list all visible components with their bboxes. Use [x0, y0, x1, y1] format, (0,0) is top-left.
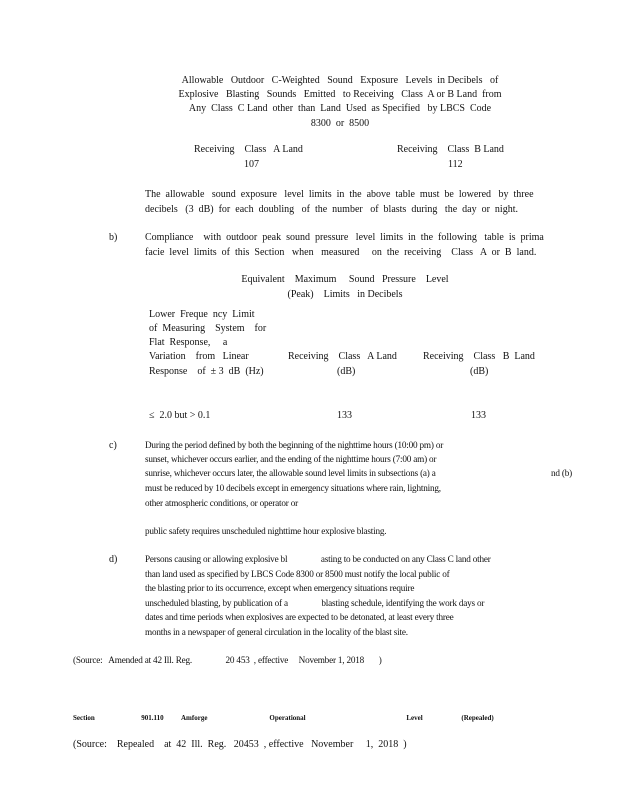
table1-title-line-2: Explosive Blasting Sounds Emitted to Receiving Class A or B Land from: [178, 89, 502, 100]
table2-col0-header-line-5: Response of ± 3 dB (Hz): [149, 366, 264, 377]
table2-col0-header-line-2: of Measuring System for: [149, 323, 267, 334]
subsection-c-line-4: must be reduced by 10 decibels except in emergency situations where rain, lightning,: [145, 483, 441, 493]
table1-col-a-value: 107: [244, 159, 259, 170]
section-title: Amforge Operational Level (Repealed): [181, 714, 494, 722]
table2-row-label: ≤ 2.0 but > 0.1: [149, 410, 211, 421]
table1-title-line-3: Any Class C Land other than Land Used as Specified by LBCS Code: [188, 103, 492, 114]
subsection-c-line-3: sunrise, whichever occurs later, the allowable sound level limits in subsections (a) a: [145, 468, 436, 478]
table1-note-line-1: The allowable sound exposure level limits in the above table must be lowered by three: [145, 189, 534, 200]
subsection-d-label: d): [109, 554, 118, 565]
source-note-amended: (Source: Amended at 42 Ill. Reg. 20 453 , effective November 1, 2018 ): [73, 655, 382, 665]
subsection-b-line-1: Compliance with outdoor peak sound pressure level limits in the following table is prima: [145, 232, 544, 243]
subsection-c-line-5: other atmospheric conditions, or operator or: [145, 498, 298, 508]
subsection-d-line-4: unscheduled blasting, by publication of a blasting schedule, identifying the work days or: [145, 598, 485, 608]
subsection-d-line-3: the blasting prior to its occurrence, except when emergency situations require: [145, 583, 415, 593]
table1-col-b-header: Receiving Class B Land: [397, 144, 504, 155]
subsection-b-line-2: facie level limits of this Section when measured on the receiving Class A or B land.: [145, 247, 537, 258]
table2-col-b-header: Receiving Class B Land: [423, 351, 535, 362]
subsection-c-line-1: During the period defined by both the beginning of the nighttime hours (10:00 pm) or: [145, 440, 444, 450]
table1-title-line-4: 8300 or 8500: [310, 118, 370, 129]
section-number: Section 901.110: [73, 714, 164, 722]
table1-col-a-header: Receiving Class A Land: [194, 144, 303, 155]
table2-col0-header-line-4: Variation from Linear: [149, 351, 249, 362]
table1-title-line-1: Allowable Outdoor C-Weighted Sound Exposure Levels in Decibels of: [181, 75, 499, 86]
table2-col-b-unit: (dB): [470, 366, 489, 377]
subsection-c-line-3-tail: nd (b): [551, 468, 572, 478]
table2-row-value-b: 133: [471, 410, 486, 421]
table2-col-a-header: Receiving Class A Land: [288, 351, 397, 362]
subsection-d-line-1: Persons causing or allowing explosive bl asting to be conducted on any Class C land other: [145, 554, 491, 564]
subsection-c-label: c): [109, 440, 117, 451]
table2-row-value-a: 133: [337, 410, 352, 421]
table1-note-line-2: decibels (3 dB) for each doubling of the number of blasts during the day or night.: [145, 204, 518, 215]
table2-title-line-1: Equivalent Maximum Sound Pressure Level: [241, 274, 449, 285]
table2-title-line-2: (Peak) Limits in Decibels: [287, 289, 403, 300]
source-note-repealed: (Source: Repealed at 42 Ill. Reg. 20453 , effective November 1, 2018 ): [73, 739, 407, 750]
subsection-c-line-2: sunset, whichever occurs earlier, and the ending of the nighttime hours (7:00 am) or: [145, 454, 437, 464]
subsection-d-line-5: dates and time periods when explosives are expected to be detonated, at least every three: [145, 612, 454, 622]
table2-col-a-unit: (dB): [337, 366, 356, 377]
subsection-b-label: b): [109, 232, 118, 243]
subsection-d-line-2: than land used as specified by LBCS Code 8300 or 8500 must notify the local public of: [145, 569, 450, 579]
table1-col-b-value: 112: [448, 159, 463, 170]
subsection-c-line-6: public safety requires unscheduled nighttime hour explosive blasting.: [145, 526, 387, 536]
table2-col0-header-line-1: Lower Freque ncy Limit: [149, 309, 255, 320]
subsection-d-line-6: months in a newspaper of general circulation in the locality of the blast site.: [145, 627, 408, 637]
table2-col0-header-line-3: Flat Response, a: [149, 337, 228, 348]
